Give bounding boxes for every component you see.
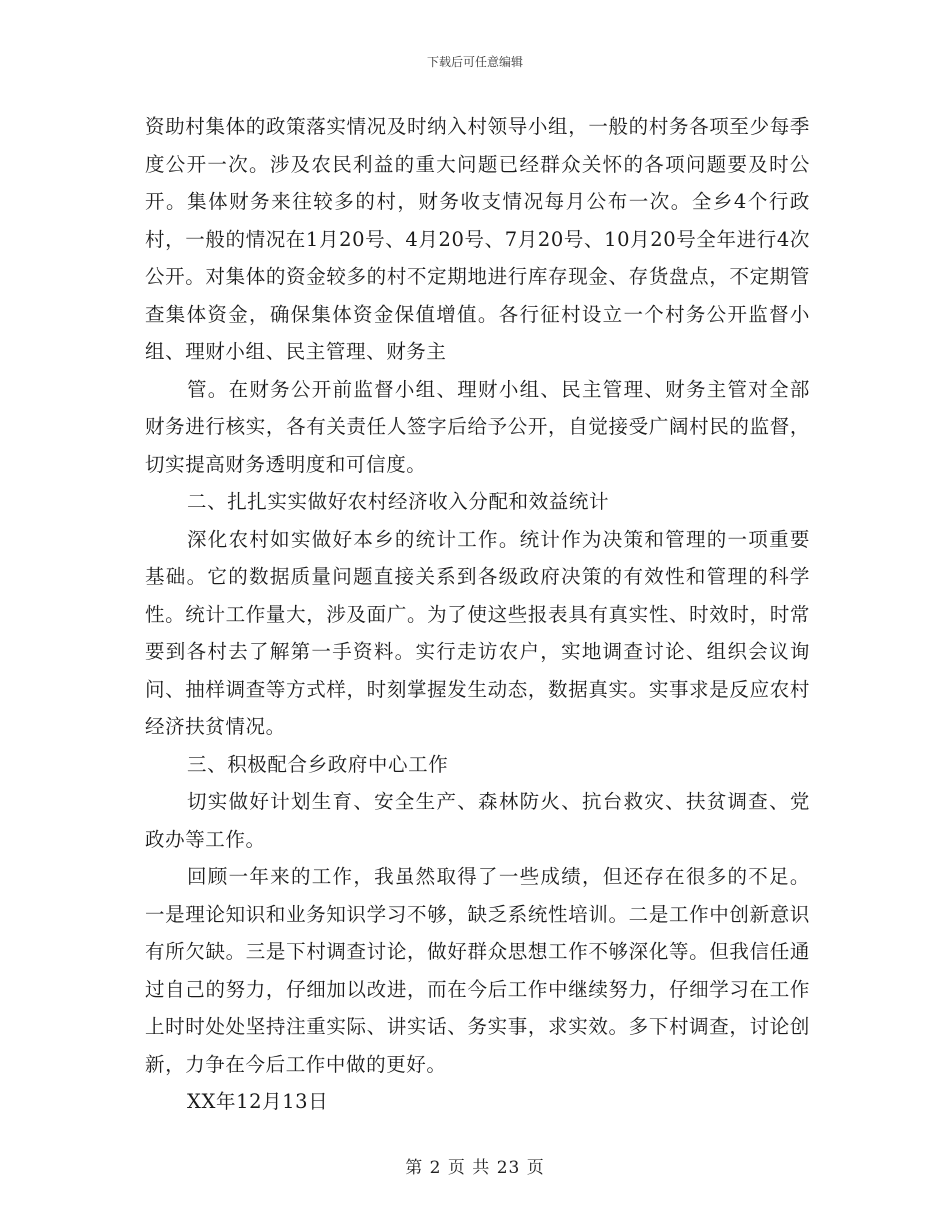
paragraph-statistics-work: 深化农村如实做好本乡的统计工作。统计作为决策和管理的一项重要基础。它的数据质量问题直接关系到各级政府决策的有效性和管理的科学性。统计工作量大，涉及面广。为了使这些报表具有真实性、时效时，时常要到各村去了解第一手资料。实行走访农户，实地调查讨论、组织会议询问、抽样调查等方式样，时刻掌握发生动态，数据真实。实事求是反应农村经济扶贫情况。 (145, 527, 810, 738)
paragraph-village-affairs-disclosure: 资助村集体的政策落实情况及时纳入村领导小组，一般的村务各项至少每季度公开一次。涉及农民利益的重大问题已经群众关怀的各项问题要及时公开。集体财务来往较多的村，财务收支情况每月公布一次。全乡4个行政村，一般的情况在1月20号、4月20号、7月20号、10月20号全年进行4次公开。对集体的资金较多的村不定期地进行库存现金、存货盘点，不定期管查集体资金，确保集体资金保值增值。各行征村设立一个村务公开监督小组、理财小组、民主管理、财务主 (145, 115, 810, 363)
section-heading-statistics: 二、扎扎实实做好农村经济收入分配和效益统计 (187, 490, 610, 513)
document-date: XX年12月13日 (187, 1090, 329, 1113)
paragraph-review-summary: 回顾一年来的工作，我虽然取得了一些成绩，但还存在很多的不足。一是理论知识和业务知识学习不够，缺乏系统性培训。二是工作中创新意识有所欠缺。三是下村调查讨论，做好群众思想工作不够深化等。但我信任通过自己的努力，仔细加以改进，而在今后工作中继续努力，仔细学习在工作上时时处处坚持注重实际、讲实话、务实事，求实效。多下村调查，讨论创新，力争在今后工作中做的更好。 (145, 865, 810, 1076)
section-heading-central-work: 三、积极配合乡政府中心工作 (187, 752, 449, 776)
page-number-footer: 第 2 页 共 23 页 (405, 1158, 545, 1178)
document-body (145, 108, 810, 1121)
paragraph-finance-verification: 管。在财务公开前监督小组、理财小组、民主管理、财务主管对全部财务进行核实，各有关责任人签字后给予公开，自觉接受广阔村民的监督，切实提高财务透明度和可信度。 (145, 377, 810, 476)
page-header-note: 下载后可任意编辑 (426, 55, 523, 69)
paragraph-central-work-tasks: 切实做好计划生育、安全生产、森林防火、抗台救灾、扶贫调查、党政办等工作。 (145, 790, 810, 851)
